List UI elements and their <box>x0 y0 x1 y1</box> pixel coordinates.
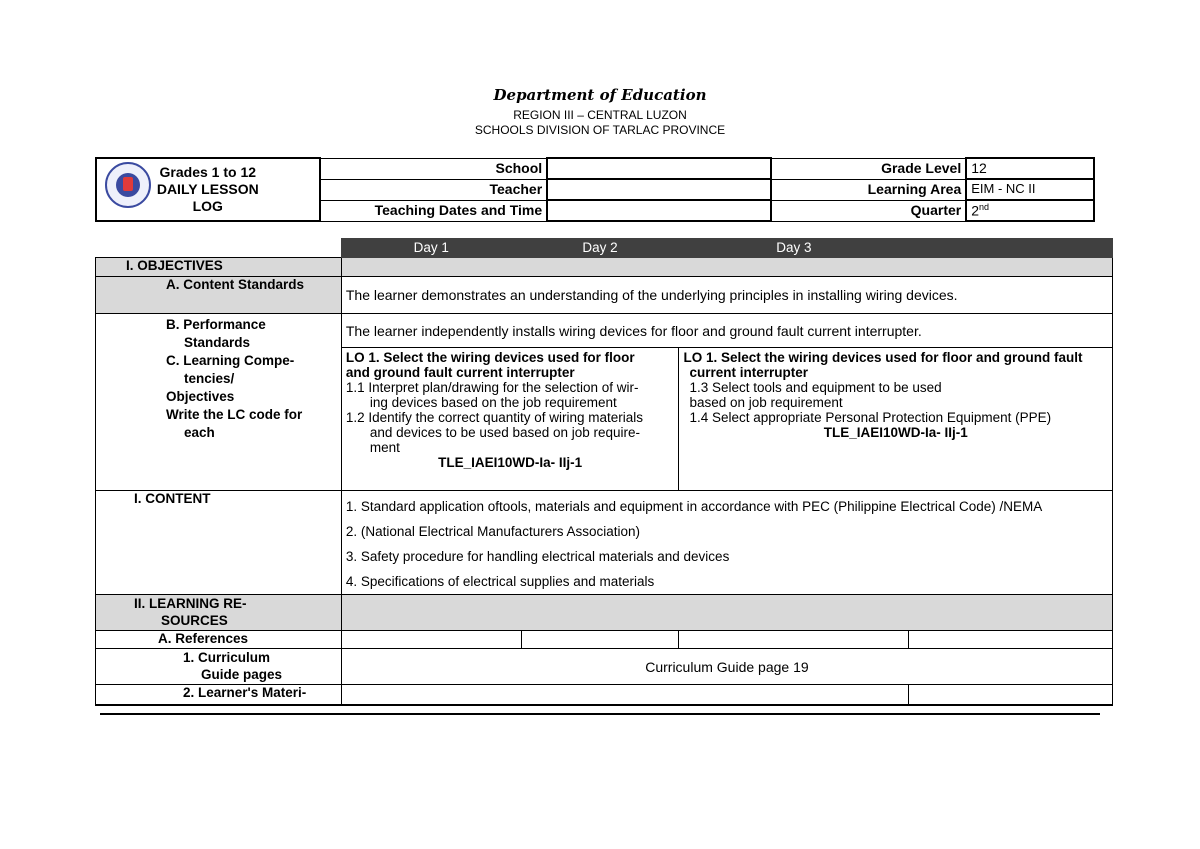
performance-label-2: Standards <box>184 335 251 350</box>
dates-field[interactable] <box>547 200 770 221</box>
lo-item-3b: based on job requirement <box>689 395 843 410</box>
lo-item-1b: ing devices based on the job requirement <box>369 395 617 410</box>
content-item: 1. Standard application oftools, materials and equipment in accordance with PEC (Philippine Electrical Code) /NEMA <box>345 499 1043 514</box>
learning-resources-heading <box>96 595 342 631</box>
content-items <box>341 491 1112 595</box>
day-3-header: Day 3 <box>679 239 909 258</box>
lo-right-title-2: current interrupter <box>689 365 809 380</box>
curriculum-guide-value: Curriculum Guide page 19 <box>341 649 1112 685</box>
content-heading: I. CONTENT <box>96 491 342 595</box>
learners-materials-cell-2[interactable] <box>909 685 1113 705</box>
day-1-header: Day 1 <box>341 239 521 258</box>
quarter-suffix: nd <box>979 202 990 212</box>
lc-label-2: tencies/ <box>184 371 235 386</box>
performance-label-1: B. Performance <box>166 317 266 332</box>
learners-materials-cell[interactable] <box>341 685 908 705</box>
ref-day1-cell[interactable] <box>341 631 521 649</box>
content-item: 2. (National Electrical Manufacturers Association) <box>345 524 640 539</box>
references-label: A. References <box>96 631 342 649</box>
lo-item-2c: ment <box>369 440 400 455</box>
lo-right-code: TLE_IAEI10WD-Ia- IIj-1 <box>823 425 968 440</box>
lo-left-cell <box>341 348 679 491</box>
content-standards-label: A. Content Standards <box>96 277 342 314</box>
school-label: School <box>320 158 548 179</box>
day-2-header: Day 2 <box>521 239 679 258</box>
resources-heading-2: SOURCES <box>161 613 228 628</box>
quarter-field[interactable] <box>966 200 1094 221</box>
division-title: SCHOOLS DIVISION OF TARLAC PROVINCE <box>474 123 726 137</box>
lo-item-2a: 1.2 Identify the correct quantity of wiring materials <box>345 410 643 425</box>
quarter-label: Quarter <box>771 200 967 221</box>
day-4-header <box>909 239 1113 258</box>
school-field[interactable] <box>547 158 770 179</box>
content-item: 4. Specifications of electrical supplies and materials <box>345 574 655 589</box>
lo-item-3a: 1.3 Select tools and equipment to be used <box>689 380 942 395</box>
daily-lesson-label: DAILY LESSON <box>156 181 259 197</box>
performance-standards-text: The learner independently installs wiring devices for floor and ground fault current interrupter. <box>341 314 1112 348</box>
teacher-field[interactable] <box>547 179 770 200</box>
ref-day3-cell[interactable] <box>679 631 909 649</box>
resources-gray-band <box>341 595 1112 631</box>
ref-day2-cell[interactable] <box>521 631 679 649</box>
grade-level-label: Grade Level <box>771 158 967 179</box>
content-standards-text: The learner demonstrates an understanding of the underlying principles in installing wiring devices. <box>341 277 1112 314</box>
resources-heading-1: II. LEARNING RE- <box>134 596 247 611</box>
page-bottom-rule <box>100 713 1100 715</box>
lc-label-5: each <box>184 425 215 440</box>
lo-left-title-2: and ground fault current interrupter <box>345 365 575 380</box>
lo-right-cell <box>679 348 1113 491</box>
curriculum-label-1: 1. Curriculum <box>183 650 271 665</box>
lo-right-title-1: LO 1. Select the wiring devices used for floor and ground fault <box>683 350 1083 365</box>
teacher-label: Teacher <box>320 179 548 200</box>
learners-materials-label: 2. Learner's Materi- <box>96 685 342 705</box>
dates-label: Teaching Dates and Time <box>320 200 548 221</box>
lesson-plan-table <box>95 238 1113 706</box>
ref-day4-cell[interactable] <box>909 631 1113 649</box>
lc-label-3: Objectives <box>166 389 235 404</box>
department-title: Department of Education <box>493 86 707 104</box>
learning-area-label: Learning Area <box>771 179 967 200</box>
deped-seal-icon <box>105 162 151 208</box>
curriculum-guide-label <box>96 649 342 685</box>
grade-level-field[interactable]: 12 <box>966 158 1094 179</box>
content-item: 3. Safety procedure for handling electrical materials and devices <box>345 549 730 564</box>
grade-log-cell <box>96 158 320 221</box>
lo-item-1a: 1.1 Interpret plan/drawing for the selection of wir- <box>345 380 639 395</box>
lo-left-title-1: LO 1. Select the wiring devices used for floor <box>345 350 635 365</box>
lc-label-4: Write the LC code for <box>166 407 303 422</box>
lo-item-2b: and devices to be used based on job require- <box>369 425 641 440</box>
lo-left-code: TLE_IAEI10WD-Ia- IIj-1 <box>438 455 583 470</box>
learning-area-field[interactable]: EIM - NC II <box>966 179 1094 200</box>
log-label: LOG <box>192 198 223 214</box>
region-title: REGION III – CENTRAL LUZON <box>513 108 687 122</box>
grades-label: Grades 1 to 12 <box>159 164 257 180</box>
curriculum-label-2: Guide pages <box>201 667 283 682</box>
quarter-value: 2 <box>971 202 980 219</box>
objectives-heading: I. OBJECTIVES <box>96 258 342 277</box>
lesson-info-table <box>95 157 1095 222</box>
objectives-gray-band <box>341 258 1112 277</box>
lc-label-1: C. Learning Compe- <box>166 353 295 368</box>
perf-lc-labels <box>96 314 342 491</box>
lo-item-4: 1.4 Select appropriate Personal Protection Equipment (PPE) <box>689 410 1052 425</box>
